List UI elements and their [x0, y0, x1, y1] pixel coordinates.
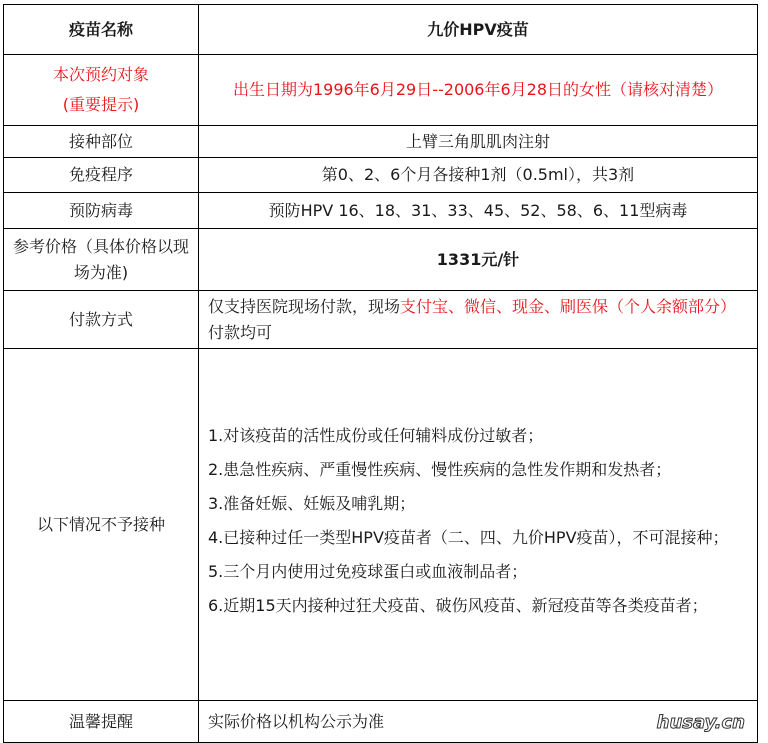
table-row-reminder — [4, 701, 758, 743]
table-row-payment — [4, 291, 758, 349]
reminder-label: 温馨提醒 — [4, 701, 199, 743]
site-label: 接种部位 — [4, 126, 199, 158]
table-row-prevent — [4, 193, 758, 229]
contraindications-list — [199, 349, 758, 701]
target-value: 出生日期为1996年6月29日--2006年6月28日的女性（请核对清楚） — [199, 55, 758, 126]
price-label: 参考价格（具体价格以现场为准) — [4, 229, 199, 291]
payment-label: 付款方式 — [4, 291, 199, 349]
price-value: 1331元/针 — [199, 229, 758, 291]
list-item: 3.准备妊娠、妊娠及哺乳期； — [208, 493, 416, 513]
table-row-site — [4, 126, 758, 158]
reminder-text: 实际价格以机构公示为准 — [208, 711, 385, 731]
vaccine-name: 九价HPV疫苗 — [199, 5, 758, 55]
list-item: 1.对该疫苗的活性成份或任何辅料成份过敏者； — [208, 425, 544, 445]
target-label — [4, 55, 199, 126]
list-item: 6.近期15天内接种过狂犬疫苗、破伤风疫苗、新冠疫苗等各类疫苗者； — [208, 595, 708, 615]
vaccine-info-table — [3, 4, 758, 743]
prevent-label: 预防病毒 — [4, 193, 199, 229]
list-item: 5.三个月内使用过免疫球蛋白或血液制品者； — [208, 561, 528, 581]
table-row-price — [4, 229, 758, 291]
watermark-logo: husay.cn — [656, 712, 745, 733]
payment-prefix: 仅支持医院现场付款，现场 — [208, 296, 401, 316]
table-row-target — [4, 55, 758, 126]
table-row-schedule — [4, 158, 758, 193]
payment-suffix: 付款均可 — [208, 322, 273, 342]
table-row-header — [4, 5, 758, 55]
schedule-value: 第0、2、6个月各接种1剂（0.5ml），共3剂 — [199, 158, 758, 193]
target-label-line1: 本次预约对象 — [52, 65, 149, 84]
table-row-contraindications — [4, 349, 758, 701]
payment-methods-highlight: 支付宝、微信、现金、刷医保（个人余额部分） — [400, 296, 737, 316]
contraindications-label: 以下情况不予接种 — [4, 349, 199, 701]
schedule-label: 免疫程序 — [4, 158, 199, 193]
target-label-line2: (重要提示) — [62, 95, 140, 114]
header-label: 疫苗名称 — [4, 5, 199, 55]
payment-value — [199, 291, 758, 349]
list-item: 4.已接种过任一类型HPV疫苗者（二、四、九价HPV疫苗），不可混接种； — [208, 527, 729, 547]
prevent-value: 预防HPV 16、18、31、33、45、52、58、6、11型病毒 — [199, 193, 758, 229]
site-value: 上臂三角肌肌肉注射 — [199, 126, 758, 158]
list-item: 2.患急性疾病、严重慢性疾病、慢性疾病的急性发作期和发热者； — [208, 459, 672, 479]
reminder-value — [199, 701, 758, 743]
